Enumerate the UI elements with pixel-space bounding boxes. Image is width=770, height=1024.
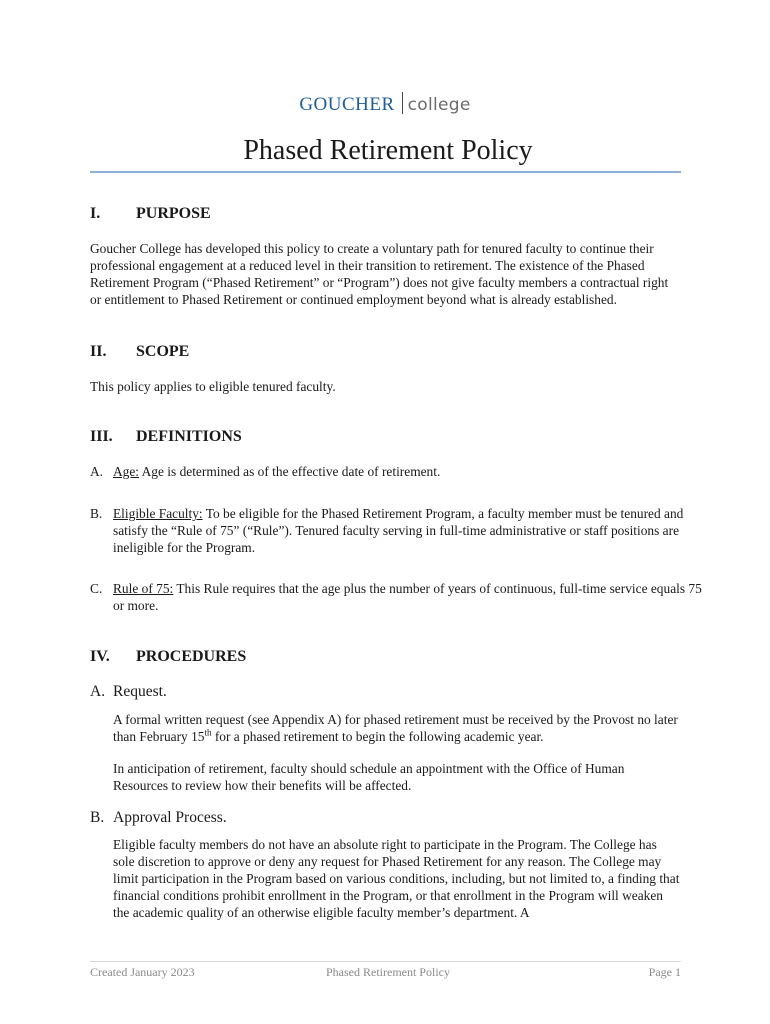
item-letter: A.	[90, 464, 104, 479]
definition-text: This Rule requires that the age plus the number of years of continuous, full-time service equals 75 or more.	[113, 581, 702, 613]
definition-item-age	[90, 463, 703, 480]
purpose-paragraph: Goucher College has developed this policy to create a voluntary path for tenured faculty to continue their professional engagement at a reduced level in their transition to retirement. The existence of the Phased Retirement Program (“Phased Retirement” or “Program”) does not give faculty members a contractual right or entitlement to Phased Retirement or continued employment beyond what is already established.	[90, 241, 669, 307]
section-title: SCOPE	[136, 343, 190, 360]
college-logo	[0, 92, 770, 118]
request-text-start: A formal written request (see Appendix A) for phased retirement must be received by the Provost no later than February 15	[113, 712, 678, 744]
section-title: PROCEDURES	[136, 648, 247, 665]
title-rule	[90, 171, 681, 173]
item-letter: B.	[90, 809, 105, 826]
scope-paragraph: This policy applies to eligible tenured faculty.	[90, 379, 336, 394]
definition-item-eligible-faculty	[90, 505, 703, 556]
definition-item-rule-of-75	[90, 580, 703, 614]
section-title: PURPOSE	[136, 205, 211, 222]
definition-text: To be eligible for the Phased Retirement Program, a faculty member must be tenured and satisfy the “Rule of 75” (“Rule”). Tenured faculty serving in full-time administrative or staff positions are ineligible for the Program.	[113, 506, 684, 555]
subheading-approval-process	[90, 808, 227, 828]
subheading-title: Approval Process.	[113, 809, 227, 826]
section-number: III.	[90, 428, 113, 445]
definition-term: Age:	[113, 464, 140, 479]
section-number: I.	[90, 205, 101, 222]
section-title: DEFINITIONS	[136, 428, 242, 445]
request-text-end: for a phased retirement to begin the following academic year.	[211, 729, 544, 744]
footer-rule	[90, 961, 681, 962]
section-number: II.	[90, 343, 107, 360]
subheading-request	[90, 682, 167, 702]
footer-created-date: Created January 2023	[90, 965, 195, 979]
definition-term: Eligible Faculty:	[113, 506, 203, 521]
logo-subtext: college	[407, 95, 471, 115]
section-number: IV.	[90, 648, 110, 665]
request-paragraph-1	[113, 711, 681, 745]
section-heading-scope	[90, 342, 189, 362]
approval-paragraph: Eligible faculty members do not have an absolute right to participate in the Program. The College has sole discretion to approve or deny any request for Phased Retirement for any reason. The College may limit participation in the Program based on various conditions, including, but not limited to, a finding that financial conditions prohibit enrollment in the Program, or that enrollment in the Program will weaken the academic quality of an otherwise eligible faculty member’s department. A	[113, 837, 680, 920]
item-letter: B.	[90, 506, 103, 521]
section-heading-purpose	[90, 204, 211, 224]
definition-text: Age is determined as of the effective date of retirement.	[139, 464, 441, 479]
page-title: Phased Retirement Policy	[243, 135, 533, 166]
definition-term: Rule of 75:	[113, 581, 174, 596]
subheading-title: Request.	[113, 683, 167, 700]
footer-document-title: Phased Retirement Policy	[326, 965, 450, 979]
item-letter: A.	[90, 683, 106, 700]
section-heading-definitions	[90, 427, 242, 447]
logo-separator	[402, 92, 403, 114]
section-heading-procedures	[90, 647, 246, 667]
request-paragraph-2: In anticipation of retirement, faculty should schedule an appointment with the Office of Human Resources to review how their benefits will be affected.	[113, 761, 625, 793]
logo-brand: GOUCHER	[299, 94, 395, 115]
ordinal-suffix: th	[204, 727, 212, 738]
footer-page-number: Page 1	[648, 965, 681, 979]
item-letter: C.	[90, 581, 103, 596]
